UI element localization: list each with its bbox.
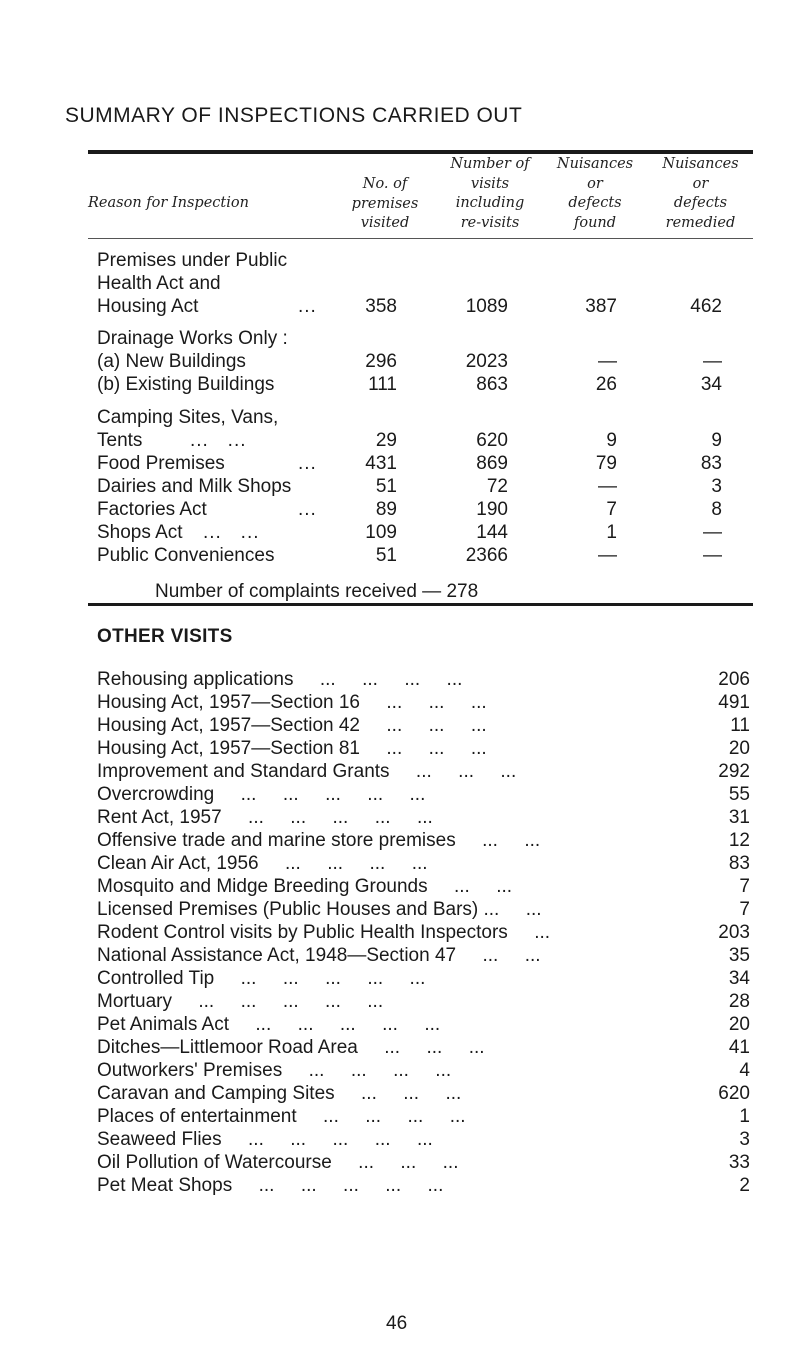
list-item-label: Controlled Tip ... ... ... ... ... [97, 968, 426, 989]
list-item-label: Rent Act, 1957 ... ... ... ... ... [97, 807, 433, 828]
list-item [97, 668, 750, 691]
list-item [97, 1059, 750, 1082]
cell-premises: 431 [365, 453, 397, 474]
header-remedied: Nuisances or defects remedied [662, 156, 739, 231]
leader-dots: ... ... [190, 430, 247, 451]
list-item-value: 1 [739, 1106, 750, 1127]
other-visits-heading: OTHER VISITS [97, 626, 233, 647]
leader-dots: ... [298, 296, 317, 317]
cell-visits: 2023 [465, 351, 508, 372]
list-item [97, 806, 750, 829]
list-item-label: Licensed Premises (Public Houses and Bars) ... ... [97, 899, 542, 920]
table-row-label: Camping Sites, Vans, Tents [97, 407, 279, 451]
cell-remedied: 83 [700, 453, 722, 474]
cell-visits: 863 [476, 374, 508, 395]
list-item-label: Mortuary ... ... ... ... ... [97, 991, 384, 1012]
cell-found: 7 [606, 499, 617, 520]
list-item-value: 11 [730, 715, 750, 736]
list-item-label: Overcrowding ... ... ... ... ... [97, 784, 426, 805]
cell-premises: 51 [375, 545, 397, 566]
cell-remedied: — [703, 351, 722, 372]
cell-remedied: 462 [690, 296, 722, 317]
list-item-label: Clean Air Act, 1956 ... ... ... ... [97, 853, 428, 874]
page-number: 46 [386, 1313, 408, 1334]
list-item-value: 12 [728, 830, 750, 851]
table-bottom-rule [88, 603, 753, 606]
list-item-label: Caravan and Camping Sites ... ... ... [97, 1083, 462, 1104]
list-item [97, 944, 750, 967]
leader-dots: ... [298, 453, 317, 474]
list-item-label: Improvement and Standard Grants ... ... ... [97, 761, 517, 782]
list-item-value: 31 [728, 807, 750, 828]
list-item [97, 1174, 750, 1197]
list-item-value: 83 [728, 853, 750, 874]
list-item [97, 691, 750, 714]
cell-visits: 869 [476, 453, 508, 474]
list-item [97, 1151, 750, 1174]
cell-remedied: — [703, 522, 722, 543]
cell-premises: 51 [375, 476, 397, 497]
list-item-value: 203 [718, 922, 750, 943]
cell-remedied: 9 [711, 430, 722, 451]
list-item-value: 292 [718, 761, 750, 782]
header-premises: No. of premises visited [351, 176, 419, 231]
cell-premises: 358 [365, 296, 397, 317]
cell-visits: 72 [486, 476, 508, 497]
leader-dots: ... ... [203, 522, 260, 543]
complaints-total: Number of complaints received — 278 [155, 581, 479, 602]
list-item [97, 829, 750, 852]
list-item [97, 898, 750, 921]
list-item-label: Housing Act, 1957—Section 42 ... ... ... [97, 715, 487, 736]
list-item [97, 1105, 750, 1128]
header-reason: Reason for Inspection [88, 195, 249, 211]
cell-premises: 89 [375, 499, 397, 520]
list-item-value: 41 [728, 1037, 750, 1058]
cell-found: 9 [606, 430, 617, 451]
cell-found: — [598, 476, 617, 497]
list-item-label: Pet Animals Act ... ... ... ... ... [97, 1014, 441, 1035]
list-item-value: 55 [728, 784, 750, 805]
list-item-label: Seaweed Flies ... ... ... ... ... [97, 1129, 433, 1150]
cell-premises: 296 [365, 351, 397, 372]
list-item-label: Housing Act, 1957—Section 81 ... ... ... [97, 738, 487, 759]
table-row-label: Premises under Public Health Act and Housing Act [97, 250, 288, 317]
list-item-value: 20 [728, 738, 750, 759]
list-item [97, 921, 750, 944]
cell-remedied: 34 [700, 374, 722, 395]
cell-visits: 1089 [465, 296, 508, 317]
list-item-label: Offensive trade and marine store premises ... ... [97, 830, 541, 851]
list-item-label: Rodent Control visits by Public Health Inspectors ... [97, 922, 551, 943]
cell-premises: 111 [368, 374, 397, 395]
page-title: SUMMARY OF INSPECTIONS CARRIED OUT [65, 104, 523, 127]
cell-visits: 144 [476, 522, 508, 543]
cell-found: — [598, 545, 617, 566]
cell-visits: 620 [476, 430, 508, 451]
list-item [97, 967, 750, 990]
cell-found: 26 [595, 374, 617, 395]
list-item [97, 1128, 750, 1151]
list-item [97, 737, 750, 760]
list-item-label: Places of entertainment ... ... ... ... [97, 1106, 466, 1127]
list-item-label: Housing Act, 1957—Section 16 ... ... ... [97, 692, 487, 713]
list-item-value: 3 [739, 1129, 750, 1150]
table-row-label: (b) Existing Buildings [97, 374, 275, 395]
list-item-value: 35 [728, 945, 750, 966]
list-item-label: Ditches—Littlemoor Road Area ... ... ... [97, 1037, 485, 1058]
table-top-rule [88, 150, 753, 154]
header-visits: Number of visits including re-visits [450, 156, 530, 231]
list-item [97, 990, 750, 1013]
list-item-value: 620 [718, 1083, 750, 1104]
list-item-label: National Assistance Act, 1948—Section 47 ... ... [97, 945, 541, 966]
cell-found: 387 [585, 296, 617, 317]
table-row-label: Dairies and Milk Shops [97, 476, 292, 497]
list-item-label: Pet Meat Shops ... ... ... ... ... [97, 1175, 444, 1196]
cell-remedied: — [703, 545, 722, 566]
table-row-label: Factories Act [97, 499, 207, 520]
table-row-label: Shops Act [97, 522, 183, 543]
list-item [97, 714, 750, 737]
cell-remedied: 8 [711, 499, 722, 520]
list-item-label: Mosquito and Midge Breeding Grounds ... ... [97, 876, 513, 897]
cell-found: — [598, 351, 617, 372]
table-row-label: (a) New Buildings [97, 351, 246, 372]
list-item [97, 1036, 750, 1059]
list-item [97, 1082, 750, 1105]
cell-visits: 190 [476, 499, 508, 520]
list-item-value: 7 [739, 899, 750, 920]
list-item-value: 491 [718, 692, 750, 713]
list-item-value: 34 [728, 968, 750, 989]
table-row-label: Public Conveniences [97, 545, 275, 566]
list-item-value: 20 [728, 1014, 750, 1035]
list-item [97, 760, 750, 783]
list-item-value: 4 [739, 1060, 750, 1081]
cell-remedied: 3 [711, 476, 722, 497]
list-item [97, 1013, 750, 1036]
cell-found: 1 [606, 522, 617, 543]
list-item [97, 783, 750, 806]
cell-premises: 29 [375, 430, 397, 451]
header-found: Nuisances or defects found [556, 156, 634, 231]
list-item-label: Outworkers' Premises ... ... ... ... [97, 1060, 452, 1081]
table-row-label: Drainage Works Only : [97, 328, 288, 349]
list-item [97, 852, 750, 875]
header-divider [88, 238, 753, 239]
list-item-value: 206 [718, 669, 750, 690]
leader-dots: ... [298, 499, 317, 520]
list-item [97, 875, 750, 898]
list-item-value: 28 [728, 991, 750, 1012]
cell-premises: 109 [365, 522, 397, 543]
list-item-label: Oil Pollution of Watercourse ... ... ... [97, 1152, 459, 1173]
list-item-value: 2 [739, 1175, 750, 1196]
list-item-value: 33 [728, 1152, 750, 1173]
table-row-label: Food Premises [97, 453, 225, 474]
list-item-label: Rehousing applications ... ... ... ... [97, 669, 463, 690]
cell-found: 79 [595, 453, 617, 474]
list-item-value: 7 [739, 876, 750, 897]
cell-visits: 2366 [465, 545, 508, 566]
